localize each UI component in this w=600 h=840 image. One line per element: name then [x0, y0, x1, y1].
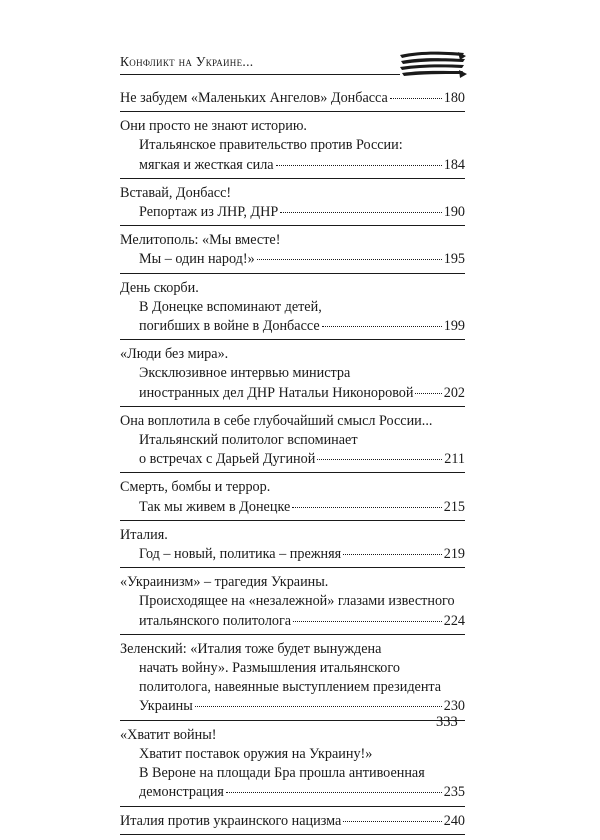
toc-entry-title-line: Так мы живем в Донецке	[139, 498, 291, 515]
toc-entry-last-line	[120, 545, 465, 564]
toc-entry-last-line	[120, 812, 465, 831]
toc-entry-title-line: День скорби.	[120, 279, 199, 296]
running-header-title: Конфликт на Украине...	[120, 54, 254, 69]
toc-entry-page: 211	[444, 451, 465, 468]
toc-entry-title-line: о встречах с Дарьей Дугиной	[139, 451, 316, 468]
page-number: 333	[436, 714, 458, 730]
toc-entry-title-line: Италия.	[120, 526, 168, 543]
dot-leader	[317, 459, 442, 460]
toc-entry-title-line: Репортаж из ЛНР, ДНР	[139, 204, 279, 221]
dot-leader	[280, 212, 441, 213]
toc-entry-title-line: В Вероне на площади Бра прошла антивоенная	[139, 765, 425, 782]
toc-entry-title-line: Она воплотила в себе глубочайший смысл России...	[120, 412, 433, 429]
toc-entry-page: 215	[443, 498, 465, 515]
toc-entry-title-line: начать войну». Размышления итальянского	[139, 660, 400, 677]
toc-entry-last-line	[120, 317, 465, 336]
toc-entry-page: 199	[443, 318, 465, 335]
toc-entry[interactable]	[120, 117, 465, 179]
toc-entry-page: 202	[443, 384, 465, 401]
toc-entry-last-line	[120, 156, 465, 175]
st-george-ribbon-icon	[398, 50, 468, 80]
table-of-contents	[120, 89, 465, 840]
toc-entry[interactable]	[120, 412, 465, 474]
toc-entry[interactable]	[120, 478, 465, 520]
toc-entry-last-line	[120, 384, 465, 403]
toc-entry-title-line: Мы – один народ!»	[139, 251, 255, 268]
toc-entry-title-line: мягкая и жесткая сила	[139, 156, 274, 173]
dot-leader	[292, 507, 441, 508]
toc-entry-page: 235	[443, 784, 465, 801]
toc-entry-title-line: «Украинизм» – трагедия Украины.	[120, 574, 329, 591]
toc-entry-last-line	[120, 250, 465, 269]
toc-entry[interactable]	[120, 726, 465, 807]
toc-entry[interactable]	[120, 345, 465, 407]
toc-entry-title-line: Не забудем «Маленьких Ангелов» Донбасса	[120, 90, 388, 106]
header-rule	[120, 74, 400, 75]
toc-entry[interactable]	[120, 89, 465, 112]
toc-entry-last-line	[120, 783, 465, 802]
toc-entry-title-line: демонстрация	[139, 784, 224, 801]
dot-leader	[390, 98, 442, 99]
dot-leader	[343, 554, 442, 555]
toc-entry[interactable]	[120, 526, 465, 568]
toc-entry[interactable]	[120, 184, 465, 226]
toc-entry-title-line: иностранных дел ДНР Натальи Никоноровой	[139, 384, 414, 401]
dot-leader	[415, 393, 441, 394]
toc-entry[interactable]	[120, 279, 465, 341]
toc-entry-last-line	[120, 697, 465, 716]
toc-entry-title-line: Зеленский: «Италия тоже будет вынуждена	[120, 640, 382, 657]
dot-leader	[226, 792, 442, 793]
toc-entry-page: 184	[443, 156, 465, 173]
toc-entry[interactable]	[120, 231, 465, 273]
toc-entry[interactable]	[120, 640, 465, 721]
toc-entry-title-line: Год – новый, политика – прежняя	[139, 546, 342, 563]
dot-leader	[276, 165, 442, 166]
dot-leader	[257, 259, 442, 260]
toc-entry-page: 240	[443, 812, 465, 829]
toc-entry-title-line: Эксклюзивное интервью министра	[139, 365, 351, 382]
toc-entry[interactable]	[120, 812, 465, 835]
toc-entry-title-line: В Донецке вспоминают детей,	[139, 298, 322, 315]
toc-entry-title-line: «Люди без мира».	[120, 346, 229, 363]
toc-entry-title-line: «Хватит войны!	[120, 726, 217, 743]
toc-entry-title-line: Происходящее на «незалежной» глазами известного	[139, 593, 455, 610]
toc-entry-title-line: Итальянский политолог вспоминает	[139, 432, 358, 449]
toc-entry-last-line	[120, 89, 465, 108]
toc-entry[interactable]	[120, 573, 465, 635]
toc-entry-title-line: политолога, навеянные выступлением президента	[139, 679, 442, 696]
dot-leader	[195, 706, 442, 707]
dot-leader	[343, 821, 441, 822]
dot-leader	[293, 621, 442, 622]
toc-entry-title-line: Италия против украинского нацизма	[120, 812, 342, 829]
toc-entry-title-line: Хватит поставок оружия на Украину!»	[139, 745, 373, 762]
toc-entry-title-line: Смерть, бомбы и террор.	[120, 479, 271, 496]
toc-entry-page: 195	[443, 251, 465, 268]
running-header	[120, 50, 465, 80]
toc-entry-page: 180	[443, 90, 465, 106]
toc-entry-title-line: итальянского политолога	[139, 612, 292, 629]
toc-entry-page: 219	[443, 546, 465, 563]
toc-entry-last-line	[120, 612, 465, 631]
dot-leader	[322, 326, 442, 327]
toc-entry-title-line: погибших в войне в Донбассе	[139, 318, 320, 335]
toc-entry-page: 190	[443, 204, 465, 221]
toc-entry-last-line	[120, 450, 465, 469]
toc-entry-title-line: Украины	[139, 698, 193, 715]
toc-entry-page: 224	[443, 612, 465, 629]
toc-entry-last-line	[120, 203, 465, 222]
toc-entry-title-line: Вставай, Донбасс!	[120, 184, 232, 201]
toc-entry-title-line: Они просто не знают историю.	[120, 118, 307, 135]
toc-entry-page: 230	[443, 698, 465, 715]
toc-entry-last-line	[120, 498, 465, 517]
toc-entry-title-line: Мелитополь: «Мы вместе!	[120, 232, 281, 249]
toc-entry-title-line: Итальянское правительство против России:	[139, 137, 403, 154]
